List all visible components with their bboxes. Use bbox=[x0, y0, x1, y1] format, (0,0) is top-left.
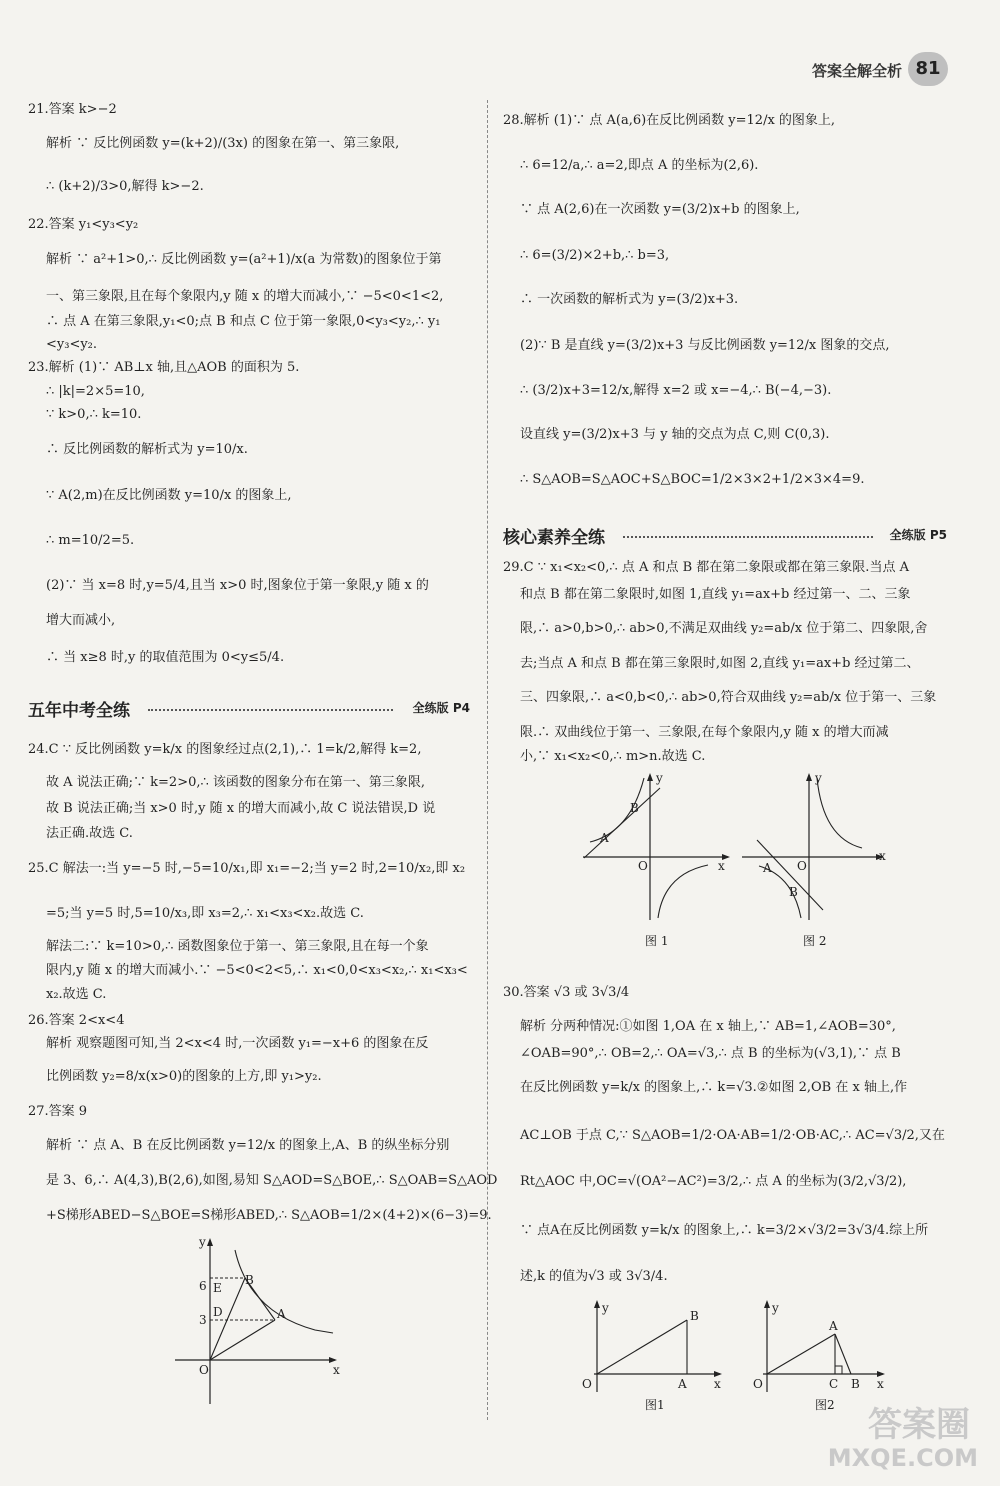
label-b: B bbox=[690, 1309, 699, 1323]
label-b: B bbox=[789, 885, 798, 899]
text-line: ∵ k>0,∴ k=10. bbox=[46, 407, 142, 422]
label-6: 6 bbox=[199, 1279, 207, 1293]
text-line: 30.答案 √3 或 3√3/4 bbox=[503, 985, 630, 1000]
text-line: 限,∴ a>0,b>0,∴ ab>0,不满足双曲线 y₂=ab/x 位于第二、四象限,舍 bbox=[520, 621, 928, 636]
text-line: (2)∵ B 是直线 y=(3/2)x+3 与反比例函数 y=12/x 图象的交点, bbox=[520, 338, 890, 353]
text-line: 28.解析 (1)∵ 点 A(a,6)在反比例函数 y=12/x 的图象上, bbox=[503, 113, 836, 128]
text-line: ∴ 反比例函数的解析式为 y=10/x. bbox=[46, 442, 248, 457]
label-b: B bbox=[851, 1377, 860, 1391]
text-line: ∠OAB=90°,∴ OB=2,∴ OA=√3,∴ 点 B 的坐标为(√3,1),∵ 点 B bbox=[520, 1046, 901, 1061]
label-a: A bbox=[678, 1377, 687, 1391]
figure-caption: 图2 bbox=[815, 1398, 835, 1412]
label-o: O bbox=[753, 1377, 763, 1391]
label-o: O bbox=[797, 859, 807, 873]
y-arrow bbox=[594, 1300, 600, 1308]
text-line: ∴ 当 x≥8 时,y 的取值范围为 0<y≤5/4. bbox=[46, 650, 285, 665]
label-a: A bbox=[763, 861, 772, 875]
label-y: y bbox=[772, 1301, 779, 1315]
label-c: C bbox=[829, 1377, 839, 1391]
text-line: ∴ (k+2)/3>0,解得 k>−2. bbox=[46, 179, 204, 194]
label-b: B bbox=[630, 801, 639, 815]
label-x: x bbox=[714, 1377, 721, 1391]
text-line: x₂.故选 C. bbox=[46, 987, 107, 1002]
figure-29-2 bbox=[737, 770, 892, 925]
text-line: 21.答案 k>−2 bbox=[28, 102, 117, 117]
text-line: ∵ 点 A(2,6)在一次函数 y=(3/2)x+b 的图象上, bbox=[520, 202, 800, 217]
hyperbola-quadrant-4 bbox=[658, 865, 708, 918]
label-a: A bbox=[829, 1319, 838, 1333]
label-a: A bbox=[277, 1307, 286, 1321]
label-y: y bbox=[815, 771, 822, 785]
text-line: 故 A 说法正确;∵ k=2>0,∴ 该函数的图象分布在第一、第三象限, bbox=[46, 775, 426, 790]
label-e: E bbox=[213, 1281, 222, 1295]
figure-30-2 bbox=[745, 1296, 895, 1396]
section-dots bbox=[623, 536, 873, 538]
text-line: ∴ |k|=2×5=10, bbox=[46, 384, 145, 399]
text-line: ∵ 点A在反比例函数 y=k/x 的图象上,∴ k=3/2×√3/2=3√3/4.综上所 bbox=[520, 1223, 929, 1238]
text-line: 29.C ∵ x₁<x₂<0,∴ 点 A 和点 B 都在第二象限或都在第三象限.当点 A bbox=[503, 560, 909, 575]
text-line: 三、四象限,∴ a<0,b<0,∴ ab>0,符合双曲线 y₂=ab/x 位于第一、三象 bbox=[520, 690, 937, 705]
text-line: +S梯形ABED−S△BOE=S梯形ABED,∴ S△AOB=1/2×(4+2)×(6−3)=9. bbox=[46, 1208, 492, 1223]
watermark-url: MXQE.COM bbox=[827, 1444, 978, 1472]
right-angle-mark bbox=[835, 1366, 842, 1374]
text-line: 解析 分两种情况:①如图 1,OA 在 x 轴上,∵ AB=1,∠AOB=30°, bbox=[520, 1019, 896, 1034]
figure-27 bbox=[165, 1232, 355, 1412]
text-line: 解析 ∵ 反比例函数 y=(k+2)/(3x) 的图象在第一、第三象限, bbox=[46, 136, 400, 151]
text-line: (2)∵ 当 x=8 时,y=5/4,且当 x>0 时,图象位于第一象限,y 随 x 的 bbox=[46, 578, 429, 593]
segment-oa bbox=[210, 1320, 275, 1360]
label-3: 3 bbox=[199, 1313, 207, 1327]
text-line: 22.答案 y₁<y₃<y₂ bbox=[28, 217, 139, 232]
text-line: 27.答案 9 bbox=[28, 1104, 88, 1119]
text-line: 解析 ∵ a²+1>0,∴ 反比例函数 y=(a²+1)/x(a 为常数)的图象位于第 bbox=[46, 252, 442, 267]
text-line: 小,∵ x₁<x₂<0,∴ m>n.故选 C. bbox=[520, 749, 706, 764]
text-line: 解法二:∵ k=10>0,∴ 函数图象位于第一、第三象限,且在每一个象 bbox=[46, 939, 429, 954]
text-line: 解析 ∵ 点 A、B 在反比例函数 y=12/x 的图象上,A、B 的纵坐标分别 bbox=[46, 1138, 450, 1153]
label-o: O bbox=[582, 1377, 592, 1391]
text-line: 一、第三象限,且在每个象限内,y 随 x 的增大而减小,∵ −5<0<1<2, bbox=[46, 289, 444, 304]
section-title: 五年中考全练 bbox=[28, 701, 130, 721]
text-line: AC⊥OB 于点 C,∵ S△AOB=1/2·OA·AB=1/2·OB·AC,∴ AC=√3/2,又在 bbox=[520, 1128, 945, 1143]
section-heading-hexin bbox=[503, 523, 947, 549]
text-line: 和点 B 都在第二象限时,如图 1,直线 y₁=ax+b 经过第一、二、三象 bbox=[520, 587, 911, 602]
y-arrow bbox=[764, 1300, 770, 1308]
section-tag: 全练版 P5 bbox=[889, 528, 947, 542]
y-arrow bbox=[806, 773, 812, 781]
segment-ab bbox=[835, 1334, 851, 1374]
label-a: A bbox=[600, 831, 609, 845]
figure-caption: 图1 bbox=[645, 1398, 665, 1412]
section-tag: 全练版 P4 bbox=[412, 701, 470, 715]
text-line: =5;当 y=5 时,5=10/x₃,即 x₃=2,∴ x₁<x₃<x₂.故选 C. bbox=[46, 906, 364, 921]
text-line: ∴ 6=(3/2)×2+b,∴ b=3, bbox=[520, 248, 670, 263]
text-line: ∵ A(2,m)在反比例函数 y=10/x 的图象上, bbox=[46, 488, 292, 503]
line-y1 bbox=[757, 840, 823, 910]
label-o: O bbox=[199, 1363, 209, 1377]
section-dots bbox=[148, 709, 393, 711]
label-y: y bbox=[602, 1301, 609, 1315]
figure-caption: 图 2 bbox=[803, 934, 827, 948]
hyperbola-quadrant-1 bbox=[817, 778, 862, 848]
text-line: 法正确.故选 C. bbox=[46, 826, 133, 841]
segment-ob bbox=[597, 1320, 687, 1374]
label-x: x bbox=[879, 849, 886, 863]
text-line: 23.解析 (1)∵ AB⊥x 轴,且△AOB 的面积为 5. bbox=[28, 360, 300, 375]
label-d: D bbox=[213, 1305, 223, 1319]
text-line: 在反比例函数 y=k/x 的图象上,∴ k=√3.②如图 2,OB 在 x 轴上,作 bbox=[520, 1080, 908, 1095]
watermark-logo: 答案圈 bbox=[868, 1405, 970, 1445]
label-y: y bbox=[656, 771, 663, 785]
text-line: 解析 观察题图可知,当 2<x<4 时,一次函数 y₁=−x+6 的图象在反 bbox=[46, 1036, 429, 1051]
text-line: ∴ 点 A 在第三象限,y₁<0;点 B 和点 C 位于第一象限,0<y₃<y₂,∴ y₁ bbox=[46, 314, 441, 329]
label-y: y bbox=[199, 1235, 206, 1249]
section-title: 核心素养全练 bbox=[503, 528, 605, 548]
y-arrow bbox=[207, 1238, 213, 1246]
y-arrow bbox=[647, 773, 653, 781]
text-line: 故 B 说法正确;当 x>0 时,y 随 x 的增大而减小,故 C 说法错误,D 说 bbox=[46, 801, 436, 816]
segment-oa bbox=[767, 1334, 835, 1374]
text-line: 26.答案 2<x<4 bbox=[28, 1013, 125, 1028]
text-line: 设直线 y=(3/2)x+3 与 y 轴的交点为点 C,则 C(0,3). bbox=[520, 427, 830, 442]
figure-29-1 bbox=[578, 770, 738, 925]
text-line: <y₃<y₂. bbox=[46, 337, 98, 352]
section-heading-zhongkao bbox=[28, 696, 470, 722]
text-line: ∴ m=10/2=5. bbox=[46, 533, 135, 548]
text-line: 是 3、6,∴ A(4,3),B(2,6),如图,易知 S△AOD=S△BOE,∴ S△OAB=S△AOD bbox=[46, 1173, 498, 1188]
label-b: B bbox=[245, 1273, 254, 1287]
header-title: 答案全解全析 bbox=[811, 62, 902, 80]
figure-caption: 图 1 bbox=[645, 934, 669, 948]
text-line: 述,k 的值为√3 或 3√3/4. bbox=[520, 1269, 668, 1284]
label-x: x bbox=[877, 1377, 884, 1391]
text-line: ∴ (3/2)x+3=12/x,解得 x=2 或 x=−4,∴ B(−4,−3). bbox=[520, 383, 832, 398]
label-o: O bbox=[638, 859, 648, 873]
figure-30-1 bbox=[572, 1296, 732, 1396]
text-line: ∴ 一次函数的解析式为 y=(3/2)x+3. bbox=[520, 292, 739, 307]
text-line: ∴ S△AOB=S△AOC+S△BOC=1/2×3×2+1/2×3×4=9. bbox=[520, 472, 865, 487]
text-line: ∴ 6=12/a,∴ a=2,即点 A 的坐标为(2,6). bbox=[520, 158, 759, 173]
text-line: 增大而减小, bbox=[46, 613, 116, 628]
page-number: 81 bbox=[908, 52, 948, 86]
text-line: 25.C 解法一:当 y=−5 时,−5=10/x₁,即 x₁=−2;当 y=2 时,2=10/x₂,即 x₂ bbox=[28, 861, 466, 876]
label-x: x bbox=[718, 859, 725, 873]
text-line: 限.∴ 双曲线位于第一、三象限,在每个象限内,y 随 x 的增大而减 bbox=[520, 725, 889, 740]
text-line: 限内,y 随 x 的增大而减小.∵ −5<0<2<5,∴ x₁<0,0<x₃<x₂,∴ x₁<x₃< bbox=[46, 963, 468, 978]
text-line: 24.C ∵ 反比例函数 y=k/x 的图象经过点(2,1),∴ 1=k/2,解得 k=2, bbox=[28, 742, 422, 757]
text-line: 比例函数 y₂=8/x(x>0)的图象的上方,即 y₁>y₂. bbox=[46, 1069, 322, 1084]
text-line: 去;当点 A 和点 B 都在第三象限时,如图 2,直线 y₁=ax+b 经过第二、 bbox=[520, 656, 920, 671]
text-line: Rt△AOC 中,OC=√(OA²−AC²)=3/2,∴ 点 A 的坐标为(3/2,√3/2), bbox=[520, 1174, 907, 1189]
label-x: x bbox=[333, 1363, 340, 1377]
